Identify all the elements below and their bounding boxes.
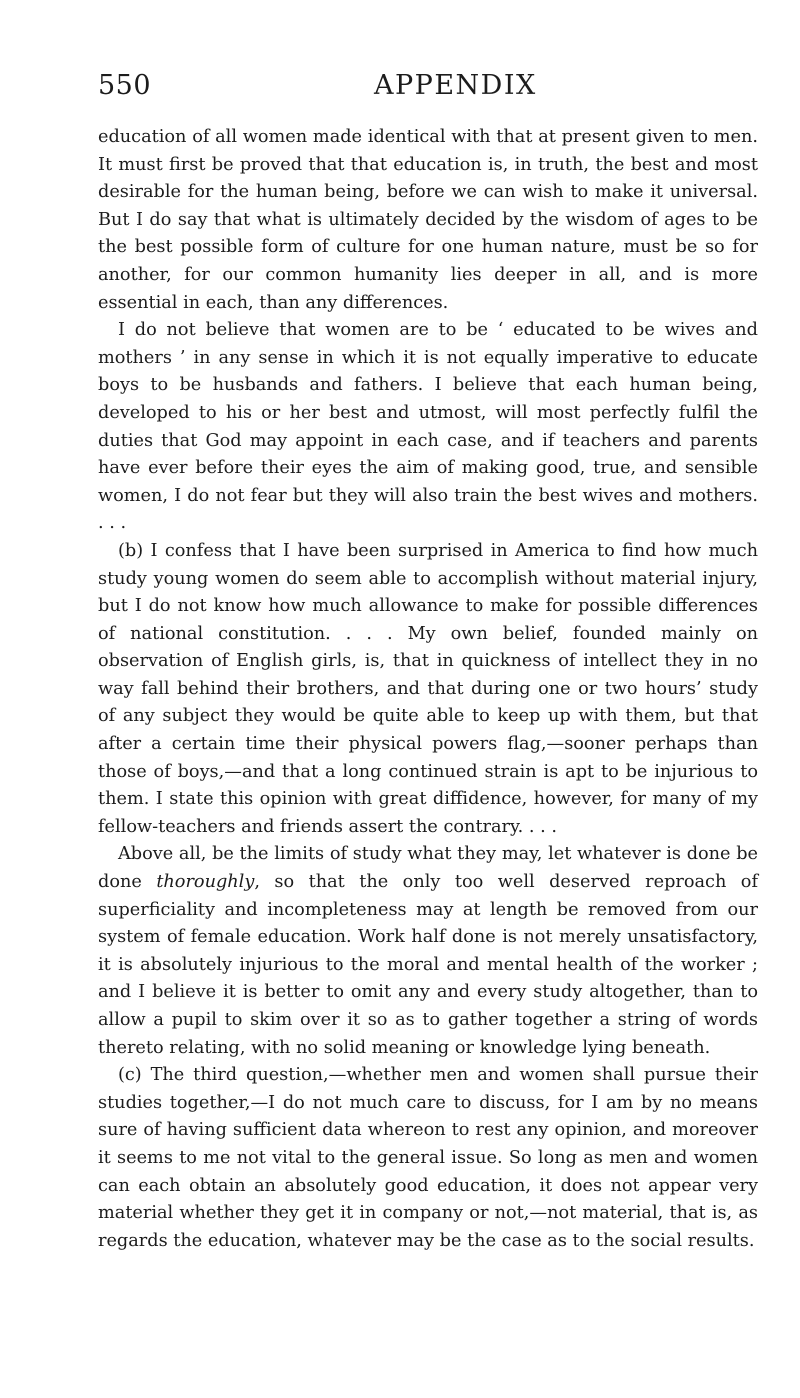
paragraph-thoroughness-end: , so that the only too well deserved reproach of superficiality and incompleteness may at length be removed from our system of female education. Work half done is not merely unsatisfactory, it is absolutely injurious to the moral and mental health of the worker ; and I believe it is better to omit any and every study altogether, than to allow a pupil to skim over it so as to gather together a string of words thereto relating, with no solid meaning or knowledge lying beneath. [98, 872, 759, 1058]
page-number: 550 [98, 70, 152, 101]
paragraph-thoroughness-start: Above all, be the limits of study what they may, let whatever is done be done [98, 844, 758, 893]
paragraph-wives-and-mothers: I do not believe that women are to be ‘ educated to be wives and mothers ’ in any sense in which it is not equally imperative to educate boys to be husbands and fathers. I believe that each human being, developed to his or her best and utmost, will most perfectly fulfil the duties that God may appoint in each case, and if teachers and parents have ever before their eyes the aim of making good, true, and sensible women, I do not fear but they will also train the best wives and mothers. . . . [98, 320, 758, 534]
paragraph-continuation: education of all women made identical with that at present given to men. It must first be proved that that education is, in truth, the best and most desirable for the human being, before we can wish to make it universal. But I do say that what is ultimately decided by the wisdom of ages to be the best possible form of culture for one human nature, must be so for another, for our common humanity lies deeper in all, and is more essential in each, than any differences. [98, 127, 758, 313]
paragraph-question-c: (c) The third question,—whether men and women shall pursue their studies together,—I do not much care to discuss, for I am by no means sure of having sufficient data whereon to rest any opinion, and moreover it seems to me not vital to the general issue. So long as men and women can each obtain an absolutely good education, it does not appear very material whether they get it in company or not,—not material, that is, as regards the education, whatever may be the case as to the social results. [98, 1065, 758, 1251]
running-head [98, 70, 658, 110]
body-text [98, 124, 758, 1255]
emphasis-thoroughly: thoroughly [156, 872, 255, 893]
paragraph-thoroughness [98, 841, 758, 1062]
paragraph-question-b: (b) I confess that I have been surprised in America to find how much study young women do seem able to accomplish without material injury, but I do not know how much allowance to make for possible differences of national constitution. . . . My own belief, founded mainly on observation of English girls, is, that in quickness of intellect they in no way fall behind their brothers, and that during one or two hours’ study of any subject they would be quite able to keep up with them, but that after a certain time their physical powers flag,—sooner perhaps than those of boys,—and that a long continued strain is apt to be injurious to them. I state this opinion with great diffidence, however, for many of my fellow-teachers and friends assert the contrary. . . . [98, 540, 758, 837]
running-title: APPENDIX [374, 70, 537, 101]
